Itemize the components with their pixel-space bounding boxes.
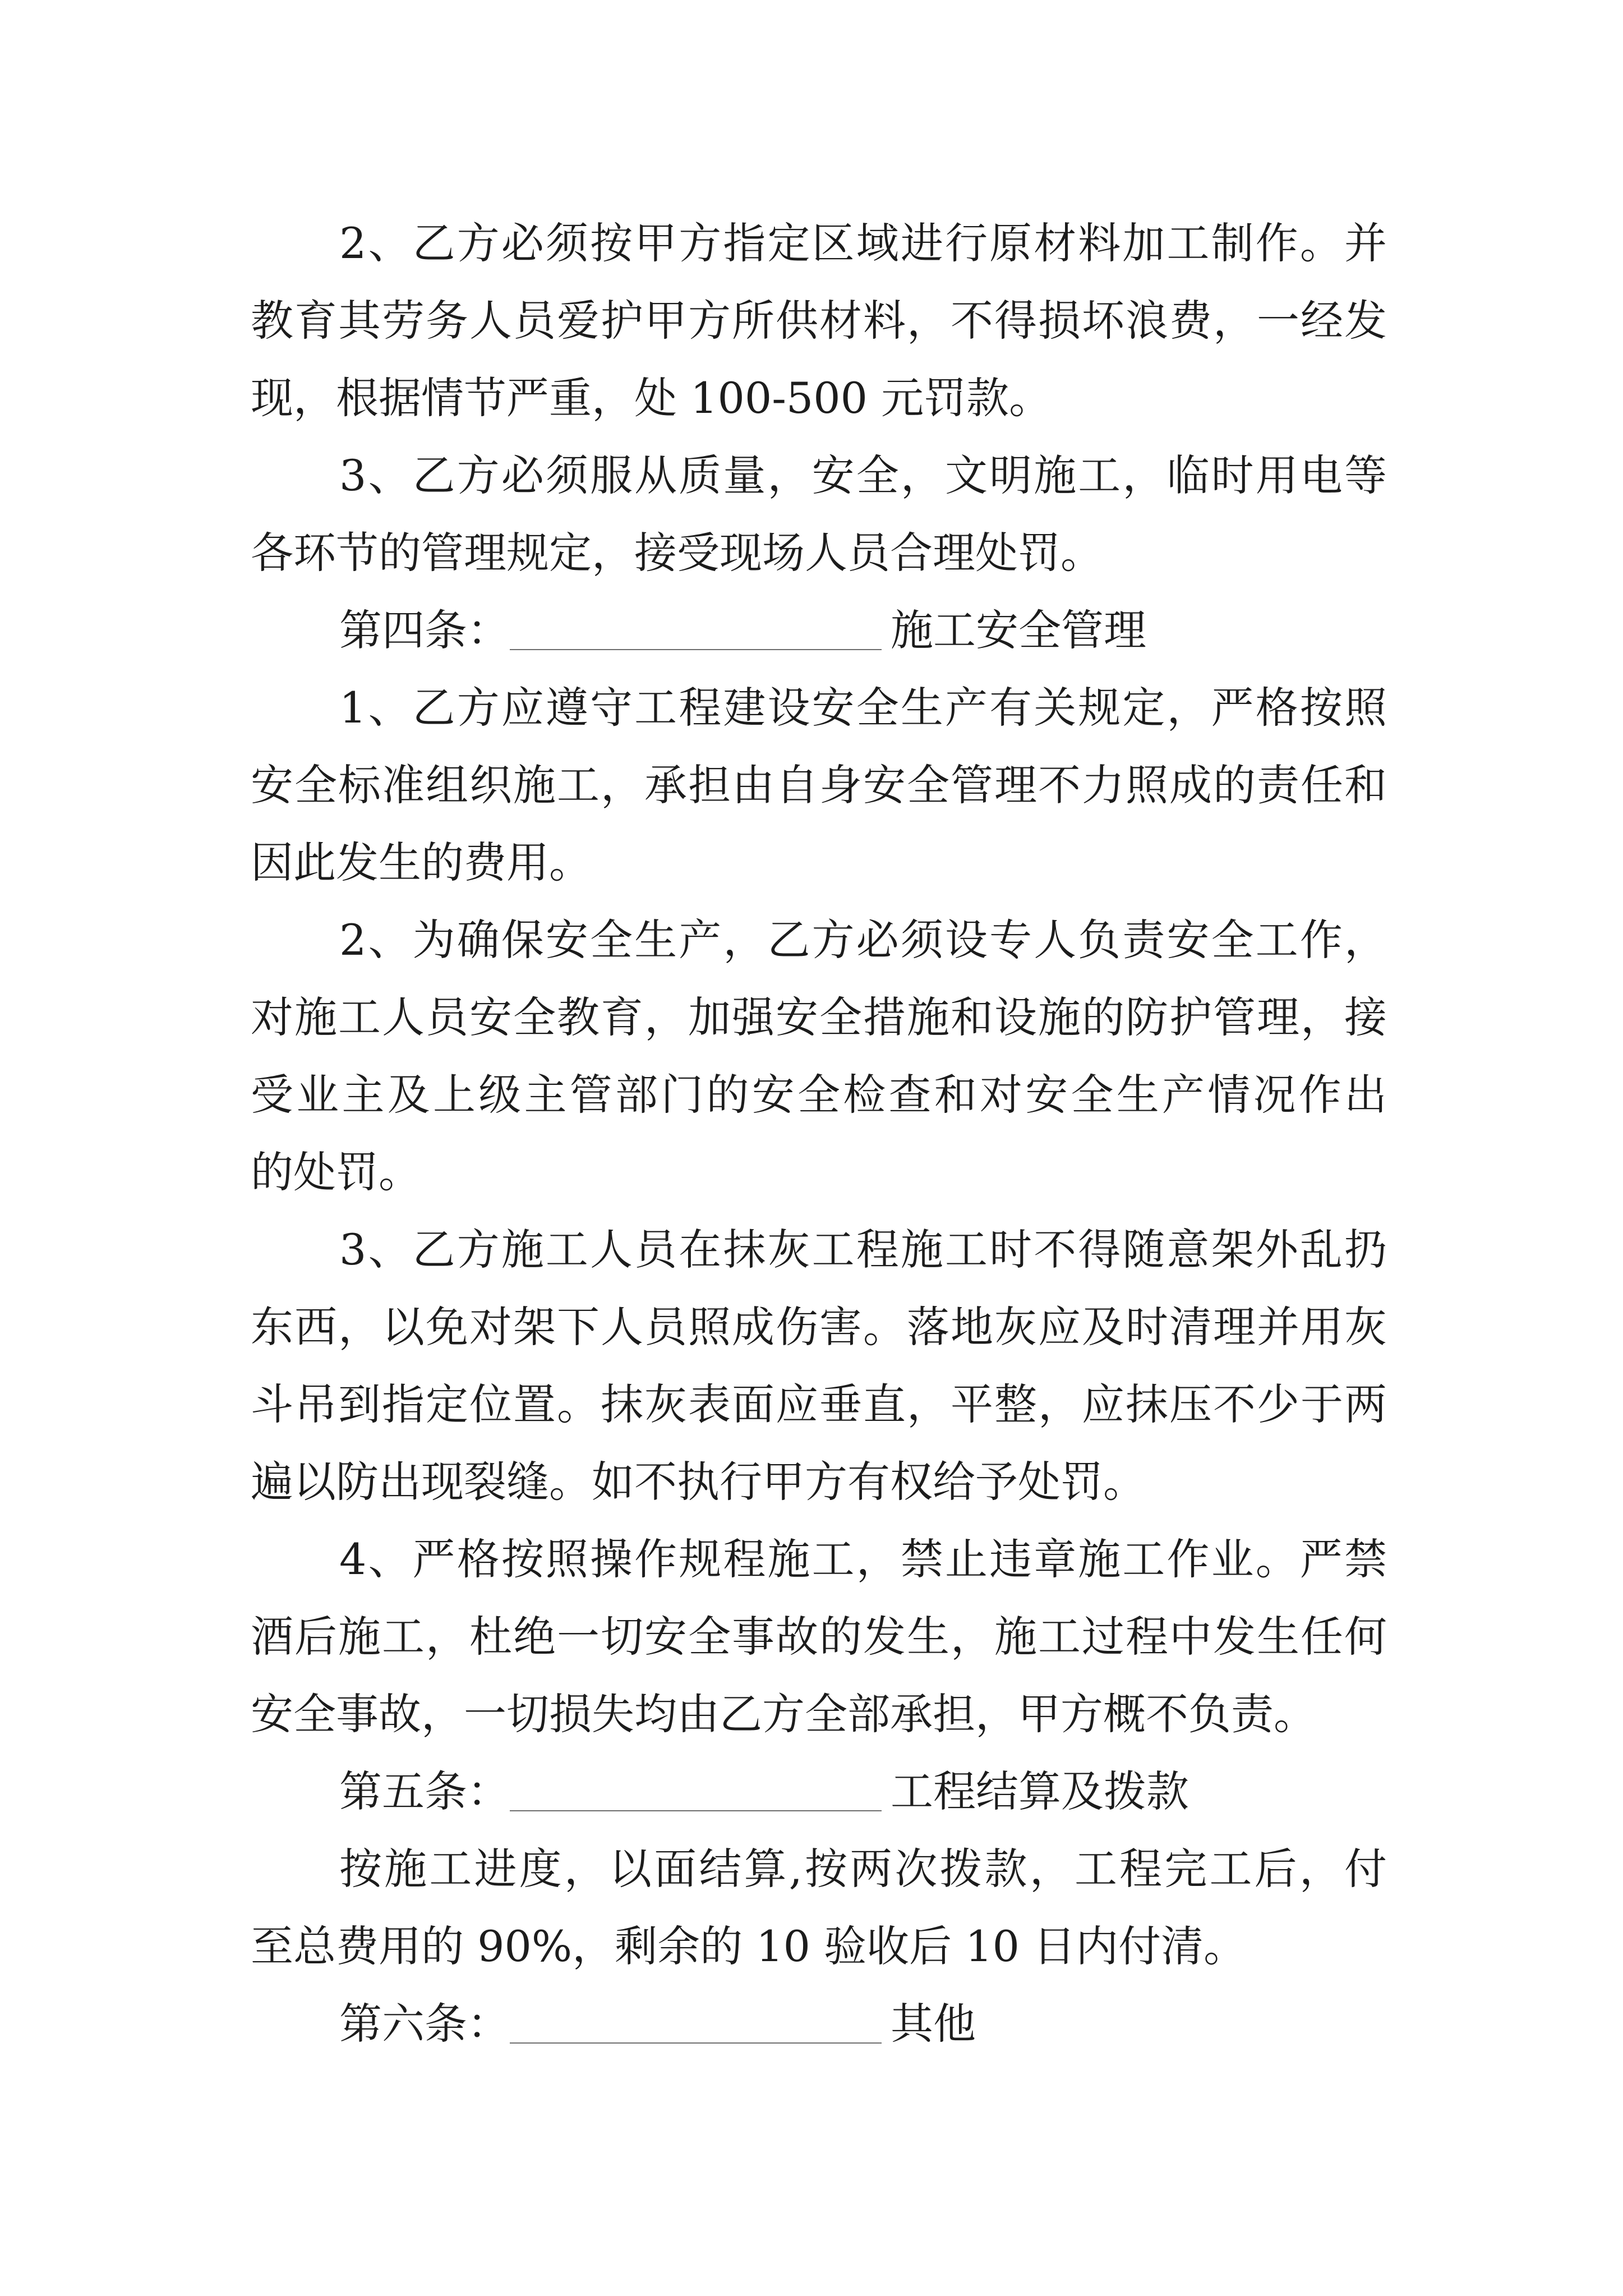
- paragraph-plastering: [251, 1211, 1387, 1521]
- text-line: 对施工人员安全教育，加强安全措施和设施的防护管理，接: [251, 992, 1387, 1042]
- paragraph-safety-staff: [251, 901, 1387, 1211]
- clause-heading-6: [251, 1985, 1387, 2063]
- paragraph-safety-rules: [251, 669, 1387, 901]
- text-line: 至总费用的 90%，剩余的 10 验收后 10 日内付清。: [251, 1921, 1247, 1971]
- text-line: 2、为确保安全生产，乙方必须设专人负责安全工作，: [339, 915, 1387, 965]
- clause-title: 工程结算及拨款: [891, 1766, 1189, 1816]
- clause-title: 施工安全管理: [891, 605, 1146, 655]
- clause-heading-4: [251, 592, 1387, 669]
- fill-in-blank-line: [510, 1810, 882, 1811]
- text-line: 4、严格按照操作规程施工，禁止违章施工作业。严禁: [339, 1534, 1387, 1584]
- paragraph-material-processing: [251, 205, 1387, 437]
- text-line: 2、乙方必须按甲方指定区域进行原材料加工制作。并: [339, 218, 1387, 268]
- text-line: 按施工进度，以面结算,按两次拨款，工程完工后，付: [339, 1844, 1387, 1894]
- text-line: 1、乙方应遵守工程建设安全生产有关规定，严格按照: [339, 683, 1387, 733]
- clause-heading-5: [251, 1753, 1387, 1830]
- document-body: [251, 205, 1387, 2063]
- text-line: 安全标准组织施工，承担由自身安全管理不力照成的责任和: [251, 760, 1387, 810]
- text-line: 因此发生的费用。: [251, 838, 592, 887]
- text-line: 3、乙方必须服从质量，安全，文明施工，临时用电等: [339, 450, 1387, 500]
- text-line: 3、乙方施工人员在抹灰工程施工时不得随意架外乱扔: [339, 1225, 1387, 1274]
- text-line: 各环节的管理规定，接受现场人员合理处罚。: [251, 528, 1103, 578]
- text-line: 东西，以免对架下人员照成伤害。落地灰应及时清理并用灰: [251, 1302, 1387, 1352]
- clause-label: 第五条：: [339, 1766, 510, 1816]
- text-line: 斗吊到指定位置。抹灰表面应垂直，平整，应抹压不少于两: [251, 1379, 1387, 1429]
- fill-in-blank-line: [510, 2042, 882, 2044]
- text-line: 安全事故，一切损失均由乙方全部承担，甲方概不负责。: [251, 1689, 1316, 1739]
- fill-in-blank-line: [510, 649, 882, 650]
- clause-label: 第六条：: [339, 1999, 510, 2049]
- clause-title: 其他: [891, 1999, 976, 2049]
- text-line: 现，根据情节严重，处 100-500 元罚款。: [251, 373, 1052, 423]
- text-line: 遍以防出现裂缝。如不执行甲方有权给予处罚。: [251, 1457, 1146, 1507]
- paragraph-management-rules: [251, 437, 1387, 592]
- text-line: 酒后施工，杜绝一切安全事故的发生，施工过程中发生任何: [251, 1612, 1387, 1662]
- paragraph-settlement: [251, 1830, 1387, 1985]
- paragraph-operating-procedures: [251, 1521, 1387, 1753]
- text-line: 受业主及上级主管部门的安全检查和对安全生产情况作出: [251, 1070, 1387, 1120]
- text-line: 的处罚。: [251, 1147, 421, 1197]
- text-line: 教育其劳务人员爱护甲方所供材料，不得损坏浪费，一经发: [251, 296, 1387, 346]
- clause-label: 第四条：: [339, 605, 510, 655]
